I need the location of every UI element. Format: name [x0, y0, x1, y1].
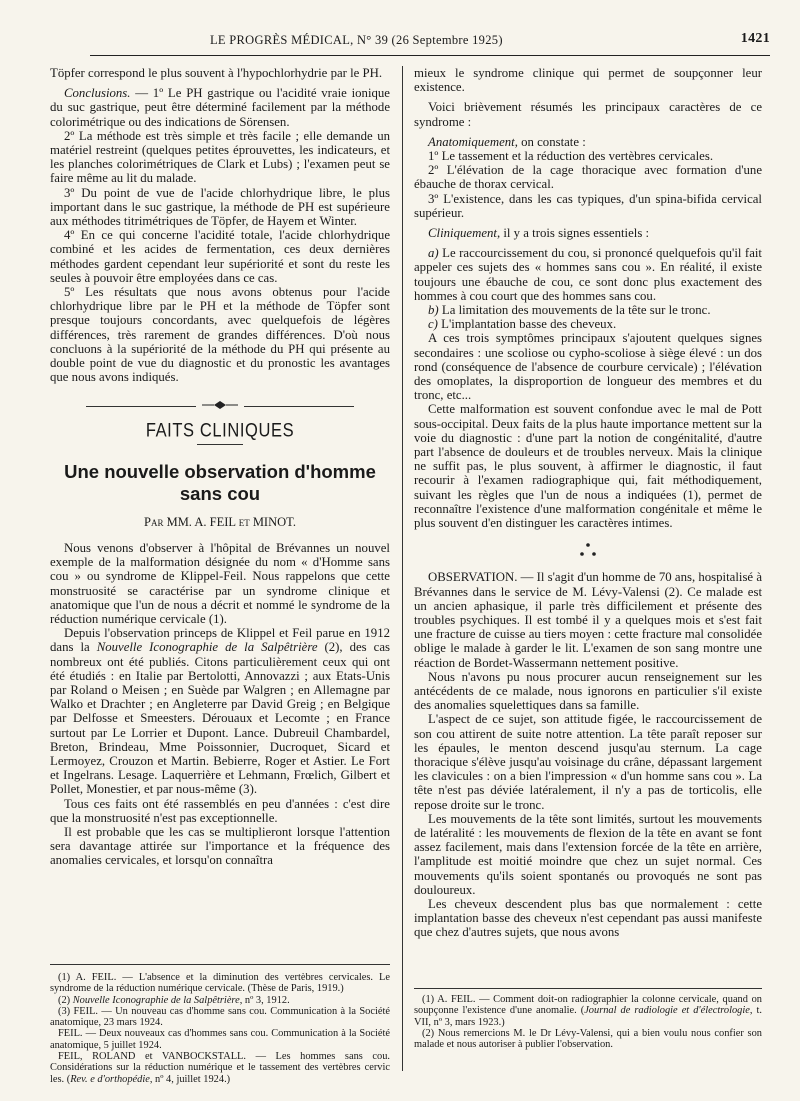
- footnotes-right: [414, 994, 762, 1050]
- paragraph: A ces trois symptômes principaux s'ajoutent quelques signes secondaires : une scoliose ou cypho-scoliose à siège élevé : un dos rond (conséquence de l'absence de courbure cervicale) ; l'élévation des omoplates, la disproportion de longueur des membres et du tronc, etc...: [414, 331, 762, 403]
- anatomy-label: Anatomiquement: [428, 134, 515, 149]
- journal-title: Rev. e d'orthopédie: [70, 1073, 150, 1085]
- paragraph: L'aspect de ce sujet, son attitude figée, le raccourcissement de son cou attirent de suite notre attention. La tête paraît reposer sur les épaules, le menton descend jusqu'au sternum. La cage thoracique s'élève jusqu'au voisinage du crâne, dépassant largement les clavicules : on a bien l'impression « d'un homme sans cou ». La tête n'est pas déviée latéralement, il n'y a pas de torticolis, elle repose droite sur le tronc.: [414, 712, 762, 812]
- list-item: 1º Le tassement et la réduction des vertèbres cervicales.: [428, 149, 714, 164]
- list-item: [414, 303, 762, 317]
- paragraph-anatomy: [414, 135, 762, 149]
- section-ornament: [50, 398, 390, 413]
- list-marker: a): [428, 246, 439, 261]
- paragraph-text: , on constate :: [514, 134, 586, 149]
- clinical-label: Cliniquement: [428, 226, 497, 241]
- asterism-icon: [577, 542, 599, 558]
- left-column: [50, 66, 390, 868]
- column-divider: [402, 66, 403, 1071]
- paragraph: Il est probable que les cas se multiplieront lorsque l'attention sera davantage attirée sur l'importance et la fréquence des anomalies cervicales, et lorsqu'on connaîtra: [50, 825, 390, 868]
- list-item: 2º L'élévation de la cage thoracique avec formation d'une ébauche de thorax cervical.: [414, 163, 762, 192]
- page-header: [90, 31, 770, 56]
- journal-title: Nouvelle Iconographie de la Salpêtrière: [72, 994, 240, 1006]
- footnote-text: (1) A. FEIL. — Comment doit-on radiographier la colonne cervicale, quand on soupçonne l'existence d'une anomalie. (: [414, 994, 762, 1017]
- journal-title: Journal de radiologie et d'électrologie: [584, 1005, 750, 1017]
- paragraph-text: — Il s'agit d'un homme de 70 ans, hospitalisé à Brévannes dans le service de M. Lévy-Valensi (2). Ce malade est un ancien aphasique, il parle très difficilement et présente des troubles psychiques. Il est tombé il y a quelques mois et s'est fait une fracture de cuisse au tiers moyen : cette fracture mal consolidée oblige le malade à garder le lit. L'examen de son sang montre une réaction de Bordet-Wassermann nettement positive.: [414, 570, 762, 670]
- paragraph: Töpfer correspond le plus souvent à l'hypochlorhydrie par le PH.: [50, 66, 383, 80]
- footnote-rule: [50, 964, 390, 965]
- paragraph: Nous n'avons pu nous procurer aucun renseignement sur les antécédents de ce malade, nous ignorons en particulier s'il existe des anomalies squelettiques dans sa famille.: [414, 669, 762, 713]
- paragraph-text: — 1º Le PH gastrique ou l'acidité vraie ionique du suc gastrique, peut être déterminé facilement par la méthode colorimétrique ou des indications de Sörensen.: [50, 86, 390, 129]
- paragraph: Tous ces faits ont été rassemblés en peu d'années : c'est dire que la monstruosité n'est pas exceptionnelle.: [50, 796, 390, 825]
- section-title: FAITS CLINIQUES: [145, 420, 295, 441]
- footnote-text: (2): [58, 994, 73, 1006]
- paragraph: Voici brièvement résumés les principaux caractères de ce syndrome :: [414, 100, 762, 129]
- footnote: [50, 1051, 390, 1085]
- footnote-text: , nº 4, juillet 1924.): [149, 1073, 231, 1085]
- right-column: [414, 66, 762, 940]
- paragraph: 4º En ce qui concerne l'acidité totale, l'acide chlorhydrique combiné et les acides de fermentation, ces deux dernières méthodes gardent cependant leur supériorité et sont du reste les seules à pouvoir être employées dans ce cas.: [50, 228, 390, 285]
- observation-label: OBSERVATION.: [428, 570, 518, 585]
- footnote-text: FEIL, ROLAND et VANBOCKSTALL. — Les hommes sans cou. Considérations sur la réduction numérique et le tassement des vertèbres cervic les. (: [50, 1051, 390, 1085]
- footnote: [414, 994, 762, 1028]
- paragraph: [50, 626, 390, 796]
- paragraph-conclusions: [50, 86, 390, 129]
- footnote: (3) FEIL. — Un nouveau cas d'homme sans cou. Communication à la Société anatomique, 23 mars 1924.: [50, 1005, 390, 1029]
- ornament-icon: [200, 400, 240, 410]
- list-text: La limitation des mouvements de la tête sur le tronc.: [438, 303, 711, 318]
- paragraph: Cette malformation est souvent confondue avec le mal de Pott sous-occipital. Deux faits de la plus haute importance mettent sur la voie du diagnostic : d'une part la notion de congénitalité, d'autre part l'absence de douleurs et de troubles nerveux. Mais la clinique ne suffit pas, le plus souvent, à affirmer le diagnostic, il faut recourir à l'examen radiographique qui, fait méthodiquement, suivant les règles que l'un de nous a indiquées (1), permet de reconnaître l'existence d'une malformation congénitale et même le plus souvent d'en distinguer les caractères intimes.: [414, 402, 762, 531]
- article-authors: Par MM. A. FEIL et MINOT.: [144, 514, 296, 529]
- paragraph: 5º Les résultats que nous avons obtenus pour l'acide chlorhydrique libre par le PH et la méthode de Töpfer sont presque toujours concordants, avec quelquefois de légères différences, très rarement de grandes différences. D'où nous concluons à la supériorité de la méthode du PH qui présente au double point de vue du diagnostic et du pronostic les avantages que nous avons indiqués.: [50, 285, 390, 385]
- paragraph: 3º Du point de vue de l'acide chlorhydrique libre, le plus important dans le suc gastrique, la méthode de PH est supérieure aux méthodes titrimétriques de Töpfer, de Hayem et Winter.: [50, 185, 390, 229]
- paragraph-text: (2), des cas nombreux ont été publiés. Citons particulièrement ceux qui ont été étudiés : en Italie par Bertolotti, Annovazzi ; aux Etats-Unis par Roland o Meisen ; en Suède par Walgren ; en Allemagne par Walko et Drachter ; en Angleterre par David Greig ; en Belgique par Delfosse et Smeesters. Dérouaux et Lecomte ; en France surtout par Le Lorrier et Dupont. Lance. Dubreuil Chambardel, Breton, Brindeau, Mme Poissonnier, Ducroquet, Sicard et Lermoyez, Crouzon et Martin. Bebierre, Roger et Astier. Le Fort et Ingelrans. Lesage. Laquerrière et Lehmann, Frœlich, Gilbert et Pollet, Monestier, et par nous-même (3).: [50, 640, 390, 797]
- list-marker: b): [428, 303, 439, 318]
- paragraph: 2º La méthode est très simple et très facile ; elle demande un matériel restreint (quelques petites éprouvettes, les indicateurs, et les planches colorimétriques de Clark et Lubs) ; l'examen peut se faire même au lit du malade.: [50, 128, 390, 186]
- conclusions-label: Conclusions.: [64, 86, 131, 101]
- journal-title: Nouvelle Iconographie de la Salpêtrière: [96, 640, 318, 655]
- paragraph-clinical: [414, 226, 762, 240]
- paragraph: Les cheveux descendent plus bas que normalement : cette implantation basse des cheveux n'est cependant pas aussi manifeste que chez d'autres sujets, que nous avons: [414, 896, 762, 940]
- list-item: [414, 246, 762, 303]
- section-separator: [414, 542, 762, 560]
- paragraph-text: Depuis l'observation princeps de Klippel et Feil parue en 1912 dans la: [50, 626, 390, 655]
- page-number: 1421: [740, 31, 770, 46]
- footnote-rule: [414, 988, 762, 989]
- paragraph-text: , il y a trois signes essentiels :: [496, 226, 650, 241]
- list-marker: c): [428, 317, 438, 332]
- paragraph: Les mouvements de la tête sont limités, surtout les mouvements de latéralité : les mouvements de flexion de la tête en avant se font assez facilement, mais dans l'extension forcée de la tête en arrière, l'amplitude est moitié moindre que chez un sujet normal. Ces mouvements qu'ils soient spontanés ou provoqués ne sont pas douloureux.: [414, 811, 762, 897]
- paragraph: Nous venons d'observer à l'hôpital de Brévannes un nouvel exemple de la malformation désignée du nom « d'Homme sans cou » ou syndrome de Klippel-Feil. Nous rappelons que cette monstruosité se caractérise par un syndrome clinique et anatomique que l'un de nous a décrit et nommé le syndrome de la réduction numérique cervicale (1).: [50, 540, 390, 626]
- list-item: [414, 317, 762, 331]
- title-rule: [197, 444, 243, 445]
- footnotes-left: [50, 972, 390, 1085]
- footnote: FEIL. — Deux nouveaux cas d'hommes sans cou. Communication à la Société anatomique, 5 juillet 1924.: [50, 1028, 390, 1051]
- article-title: Une nouvelle observation d'homme sans cou: [64, 460, 376, 504]
- paragraph: mieux le syndrome clinique qui permet de soupçonner leur existence.: [414, 66, 762, 95]
- list-text: Le raccourcissement du cou, si prononcé quelquefois qu'il fait appeler ces sujets des « hommes sans cou ». En réalité, il existe toujours une ébauche de cou, ce sont donc plus exactement des hommes à cou court que des hommes sans cou.: [414, 246, 762, 303]
- footnote-text: , nº 3, 1912.: [239, 994, 290, 1006]
- paragraph-observation: [414, 570, 762, 669]
- list-item: 3º L'existence, dans les cas typiques, d'un spina-bifida cervical supérieur.: [414, 191, 762, 220]
- footnote: (1) A. FEIL. — L'absence et la diminution des vertèbres cervicales. Le syndrome de la réduction numérique cervicale. (Thèse de Paris, 1919.): [50, 972, 390, 995]
- footnote: (2) Nous remercions M. le Dr Lévy-Valensi, qui a bien voulu nous confier son malade et nous autoriser à publier l'observation.: [414, 1027, 762, 1051]
- list-text: L'implantation basse des cheveux.: [437, 317, 617, 332]
- running-head: LE PROGRÈS MÉDICAL, N° 39 (26 Septembre 1925): [210, 33, 503, 47]
- footnote: [50, 995, 390, 1006]
- footnote-text: , t. VII, nº 3, mars 1923.): [414, 1005, 763, 1028]
